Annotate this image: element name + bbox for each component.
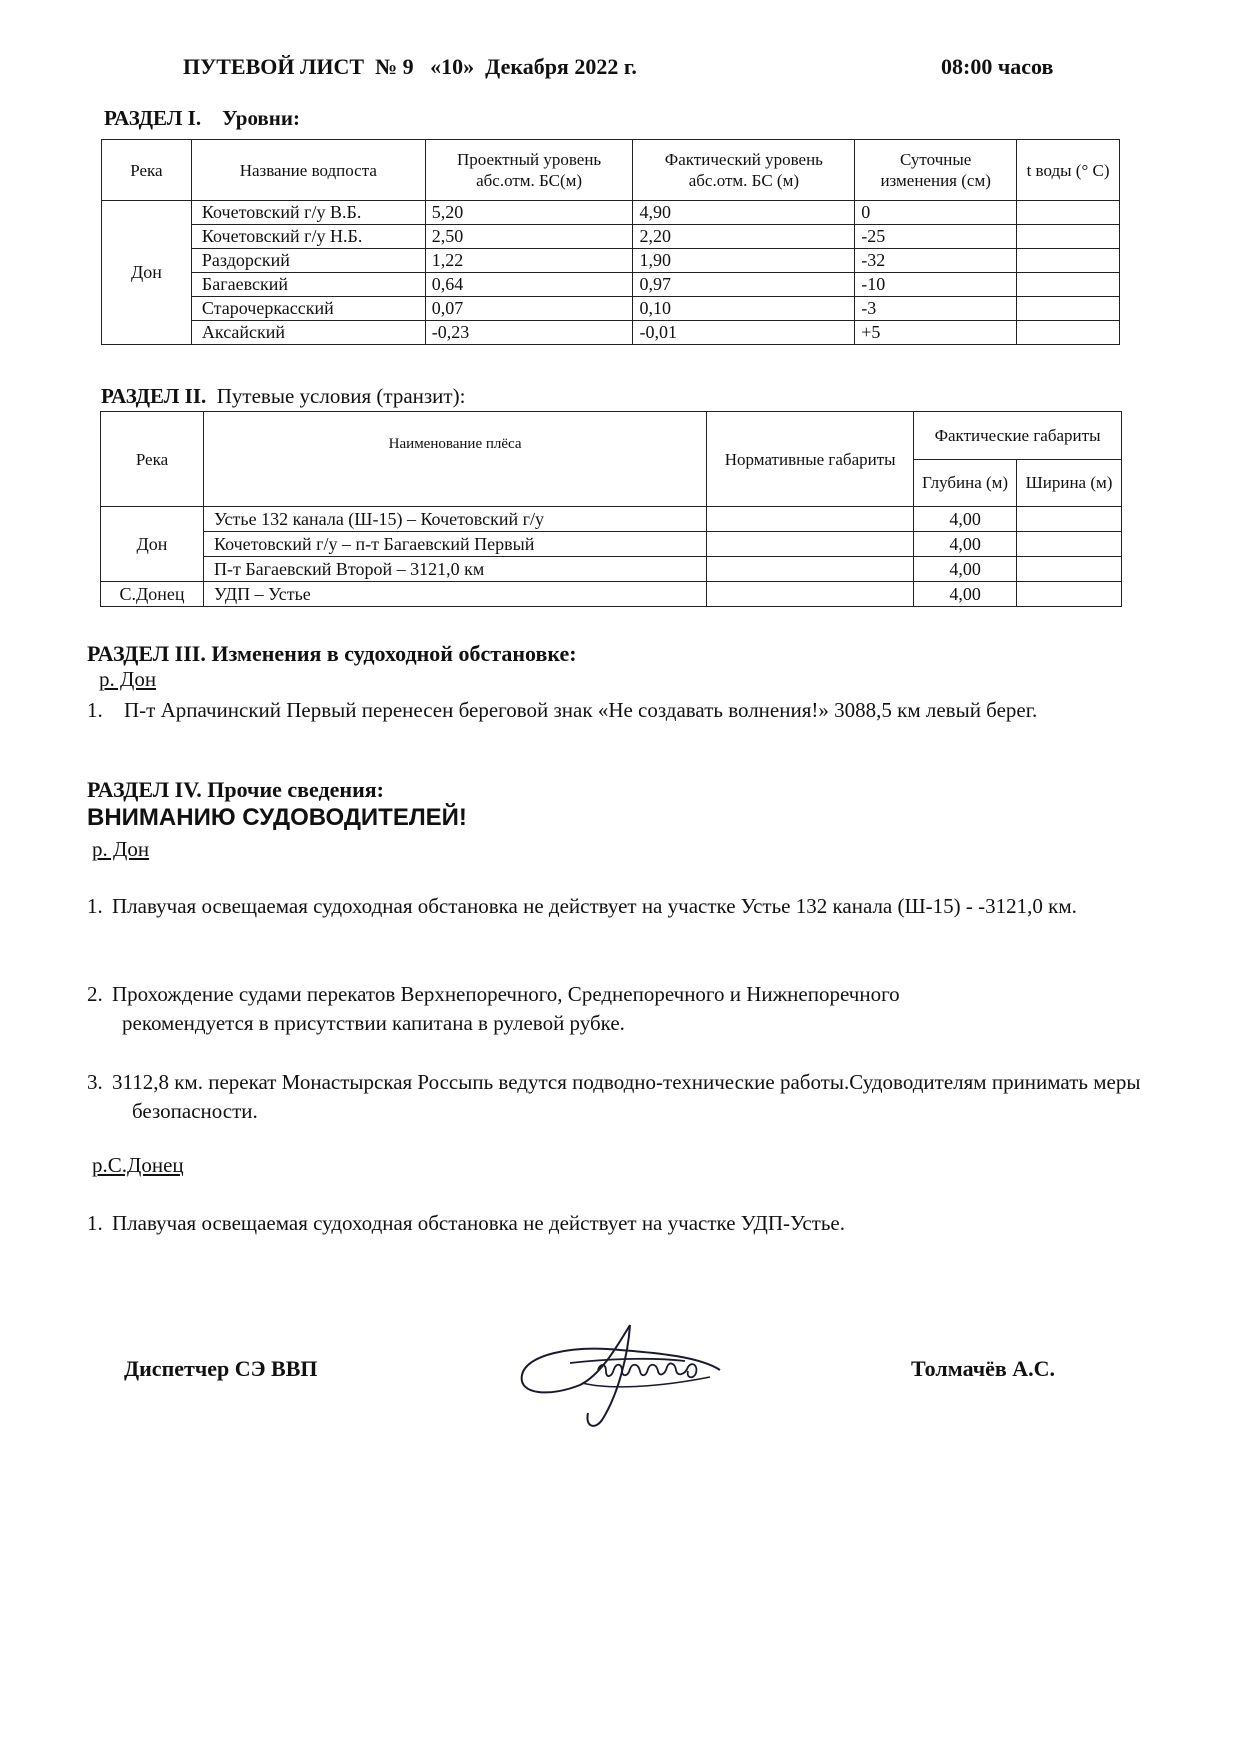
design-level: 2,50 — [425, 225, 633, 249]
handwritten-signature — [510, 1315, 740, 1435]
water-temp — [1017, 273, 1120, 297]
section3-river: р. Дон — [99, 667, 157, 691]
station-name: Старочеркасский — [191, 297, 425, 321]
daily-change: -3 — [855, 297, 1017, 321]
daily-change: -32 — [855, 249, 1017, 273]
item-number: 2. — [87, 982, 103, 1006]
river-cell: Дон — [102, 201, 192, 345]
transit-conditions-table — [100, 411, 1122, 607]
stretch-name: Кочетовский г/у – п-т Багаевский Первый — [203, 532, 706, 557]
col-norm-dimensions: Нормативные габариты — [707, 412, 914, 507]
water-temp — [1017, 321, 1120, 345]
section1-heading: РАЗДЕЛ I. Уровни: — [104, 106, 300, 130]
depth-value: 4,00 — [914, 507, 1017, 532]
norm-dimensions — [707, 507, 914, 532]
depth-value: 4,00 — [914, 582, 1017, 607]
item-text: Плавучая освещаемая судоходная обстановка не действует на участке УДП-Устье. — [112, 1211, 845, 1235]
design-level: 0,07 — [425, 297, 633, 321]
signer-position: Диспетчер СЭ ВВП — [124, 1356, 318, 1381]
width-value — [1017, 532, 1122, 557]
item-number: 1. — [87, 1211, 103, 1235]
item-text: 3112,8 км. перекат Монастырская Россыпь ведутся подводно-технические работы.Судоводителям принимать меры безопасности. — [112, 1070, 1141, 1123]
section3-item — [87, 696, 1177, 725]
item-number: 3. — [87, 1070, 103, 1094]
norm-dimensions — [707, 582, 914, 607]
section4-river-don: р. Дон — [92, 837, 150, 861]
col-design-level: Проектный уровень абс.отм. БС(м) — [425, 140, 633, 201]
section2-heading-text: Путевые условия (транзит): — [206, 384, 466, 408]
norm-dimensions — [707, 532, 914, 557]
table-row — [102, 249, 1120, 273]
river-cell: Дон — [101, 507, 204, 582]
depth-value: 4,00 — [914, 557, 1017, 582]
item-text: Прохождение судами перекатов Верхнепоречного, Среднепоречного и Нижнепоречного рекомендуется в присутствии капитана в рулевой рубке. — [112, 982, 900, 1035]
width-value — [1017, 507, 1122, 532]
actual-level: 2,20 — [633, 225, 855, 249]
actual-level: 0,97 — [633, 273, 855, 297]
col-river: Река — [102, 140, 192, 201]
col-stretch: Наименование плёса — [203, 412, 706, 507]
water-temp — [1017, 297, 1120, 321]
norm-dimensions — [707, 557, 914, 582]
design-level: 1,22 — [425, 249, 633, 273]
actual-level: -0,01 — [633, 321, 855, 345]
water-temp — [1017, 225, 1120, 249]
table-row — [101, 582, 1122, 607]
document-title: ПУТЕВОЙ ЛИСТ № 9 «10» Декабря 2022 г. — [183, 54, 637, 79]
section4-heading: РАЗДЕЛ IV. Прочие сведения: — [87, 777, 384, 802]
water-temp — [1017, 201, 1120, 225]
stretch-name: П-т Багаевский Второй – 3121,0 км — [203, 557, 706, 582]
transit-table-header — [101, 412, 1122, 460]
station-name: Аксайский — [191, 321, 425, 345]
section4-item — [87, 1209, 1177, 1238]
table-row — [102, 201, 1120, 225]
table-row — [101, 507, 1122, 532]
station-name: Кочетовский г/у Н.Б. — [191, 225, 425, 249]
item-number: 1. — [87, 894, 103, 918]
daily-change: -10 — [855, 273, 1017, 297]
design-level: -0,23 — [425, 321, 633, 345]
table-row — [102, 225, 1120, 249]
item-text: П-т Арпачинский Первый перенесен береговой знак «Не создавать волнения!» 3088,5 км левый берег. — [124, 698, 1038, 722]
stretch-name: УДП – Устье — [203, 582, 706, 607]
river-cell: С.Донец — [101, 582, 204, 607]
section4-river-donets: р.С.Донец — [92, 1153, 184, 1177]
station-name: Раздорский — [191, 249, 425, 273]
table-row — [102, 297, 1120, 321]
width-value — [1017, 582, 1122, 607]
table-row — [102, 321, 1120, 345]
daily-change: 0 — [855, 201, 1017, 225]
levels-table-header — [102, 140, 1120, 201]
daily-change: +5 — [855, 321, 1017, 345]
attention-heading: ВНИМАНИЮ СУДОВОДИТЕЛЕЙ! — [87, 804, 467, 831]
actual-level: 4,90 — [633, 201, 855, 225]
document-time: 08:00 часов — [941, 54, 1054, 79]
actual-level: 1,90 — [633, 249, 855, 273]
section4-item — [87, 980, 1177, 1038]
station-name: Кочетовский г/у В.Б. — [191, 201, 425, 225]
depth-value: 4,00 — [914, 532, 1017, 557]
width-value — [1017, 557, 1122, 582]
table-row — [101, 532, 1122, 557]
table-row — [101, 557, 1122, 582]
design-level: 5,20 — [425, 201, 633, 225]
signer-name: Толмачёв А.С. — [911, 1356, 1056, 1381]
item-text: Плавучая освещаемая судоходная обстановка не действует на участке Устье 132 канала (Ш-15) - -3121,0 км. — [112, 894, 1077, 918]
daily-change: -25 — [855, 225, 1017, 249]
col-actual-level: Фактический уровень абс.отм. БС (м) — [633, 140, 855, 201]
stretch-name: Устье 132 канала (Ш-15) – Кочетовский г/у — [203, 507, 706, 532]
col-daily-change: Суточные изменения (см) — [855, 140, 1017, 201]
section4-item — [87, 1068, 1177, 1126]
col-water-temp: t воды (° С) — [1017, 140, 1120, 201]
col-width: Ширина (м) — [1017, 459, 1122, 507]
col-river: Река — [101, 412, 204, 507]
item-number: 1. — [87, 698, 103, 722]
design-level: 0,64 — [425, 273, 633, 297]
section4-item — [87, 892, 1177, 921]
section2-heading-label: РАЗДЕЛ II. — [101, 384, 207, 408]
section2-heading — [101, 384, 465, 409]
station-name: Багаевский — [191, 273, 425, 297]
col-station: Название водпоста — [191, 140, 425, 201]
col-depth: Глубина (м) — [914, 459, 1017, 507]
col-actual-dimensions: Фактические габариты — [914, 412, 1122, 460]
table-row — [102, 273, 1120, 297]
actual-level: 0,10 — [633, 297, 855, 321]
water-temp — [1017, 249, 1120, 273]
section3-heading: РАЗДЕЛ III. Изменения в судоходной обстановке: — [87, 641, 577, 666]
levels-table — [101, 139, 1120, 345]
